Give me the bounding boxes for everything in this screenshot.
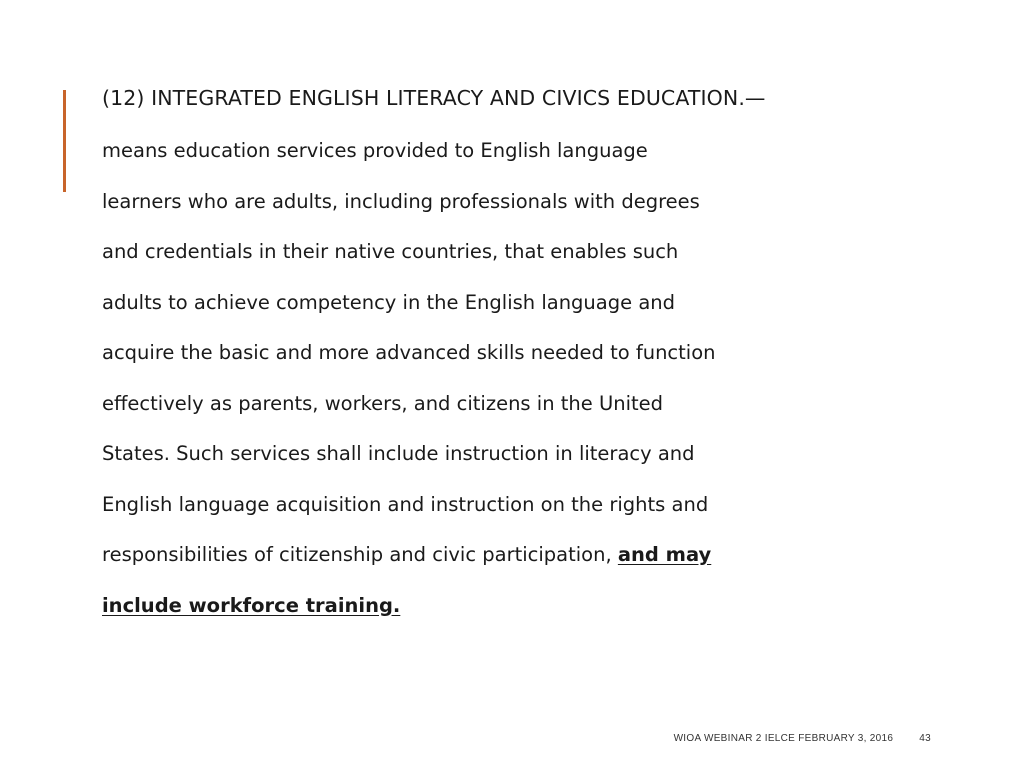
body-line-7: States. Such services shall include instruction in literacy and bbox=[102, 442, 695, 465]
body-line-4: adults to achieve competency in the English language and bbox=[102, 290, 676, 314]
slide-content bbox=[102, 76, 902, 631]
body-line-9 bbox=[102, 530, 902, 581]
body-line-10 bbox=[102, 581, 902, 632]
emphasis-and-may: and may bbox=[617, 543, 712, 566]
body-line-5: acquire the basic and more advanced skills needed to function bbox=[102, 341, 716, 364]
accent-bar bbox=[63, 90, 66, 192]
body-line-1: means education services provided to English language bbox=[102, 139, 648, 162]
body-line-6: effectively as parents, workers, and citizens in the United bbox=[102, 391, 664, 415]
page-number: 43 bbox=[919, 733, 931, 744]
body-line-9-text: responsibilities of citizenship and civic participation, bbox=[102, 543, 618, 566]
footer-text: WIOA WEBINAR 2 IELCE FEBRUARY 3, 2016 bbox=[673, 733, 894, 744]
emphasis-workforce-training: include workforce training. bbox=[102, 593, 401, 617]
slide-heading: (12) INTEGRATED ENGLISH LITERACY AND CIVICS EDUCATION.— bbox=[102, 86, 766, 110]
body-line-8: English language acquisition and instruction on the rights and bbox=[102, 492, 709, 516]
body-line-3: and credentials in their native countries, that enables such bbox=[102, 240, 679, 263]
body-line-2: learners who are adults, including professionals with degrees bbox=[102, 189, 700, 213]
slide-footer bbox=[674, 733, 931, 744]
